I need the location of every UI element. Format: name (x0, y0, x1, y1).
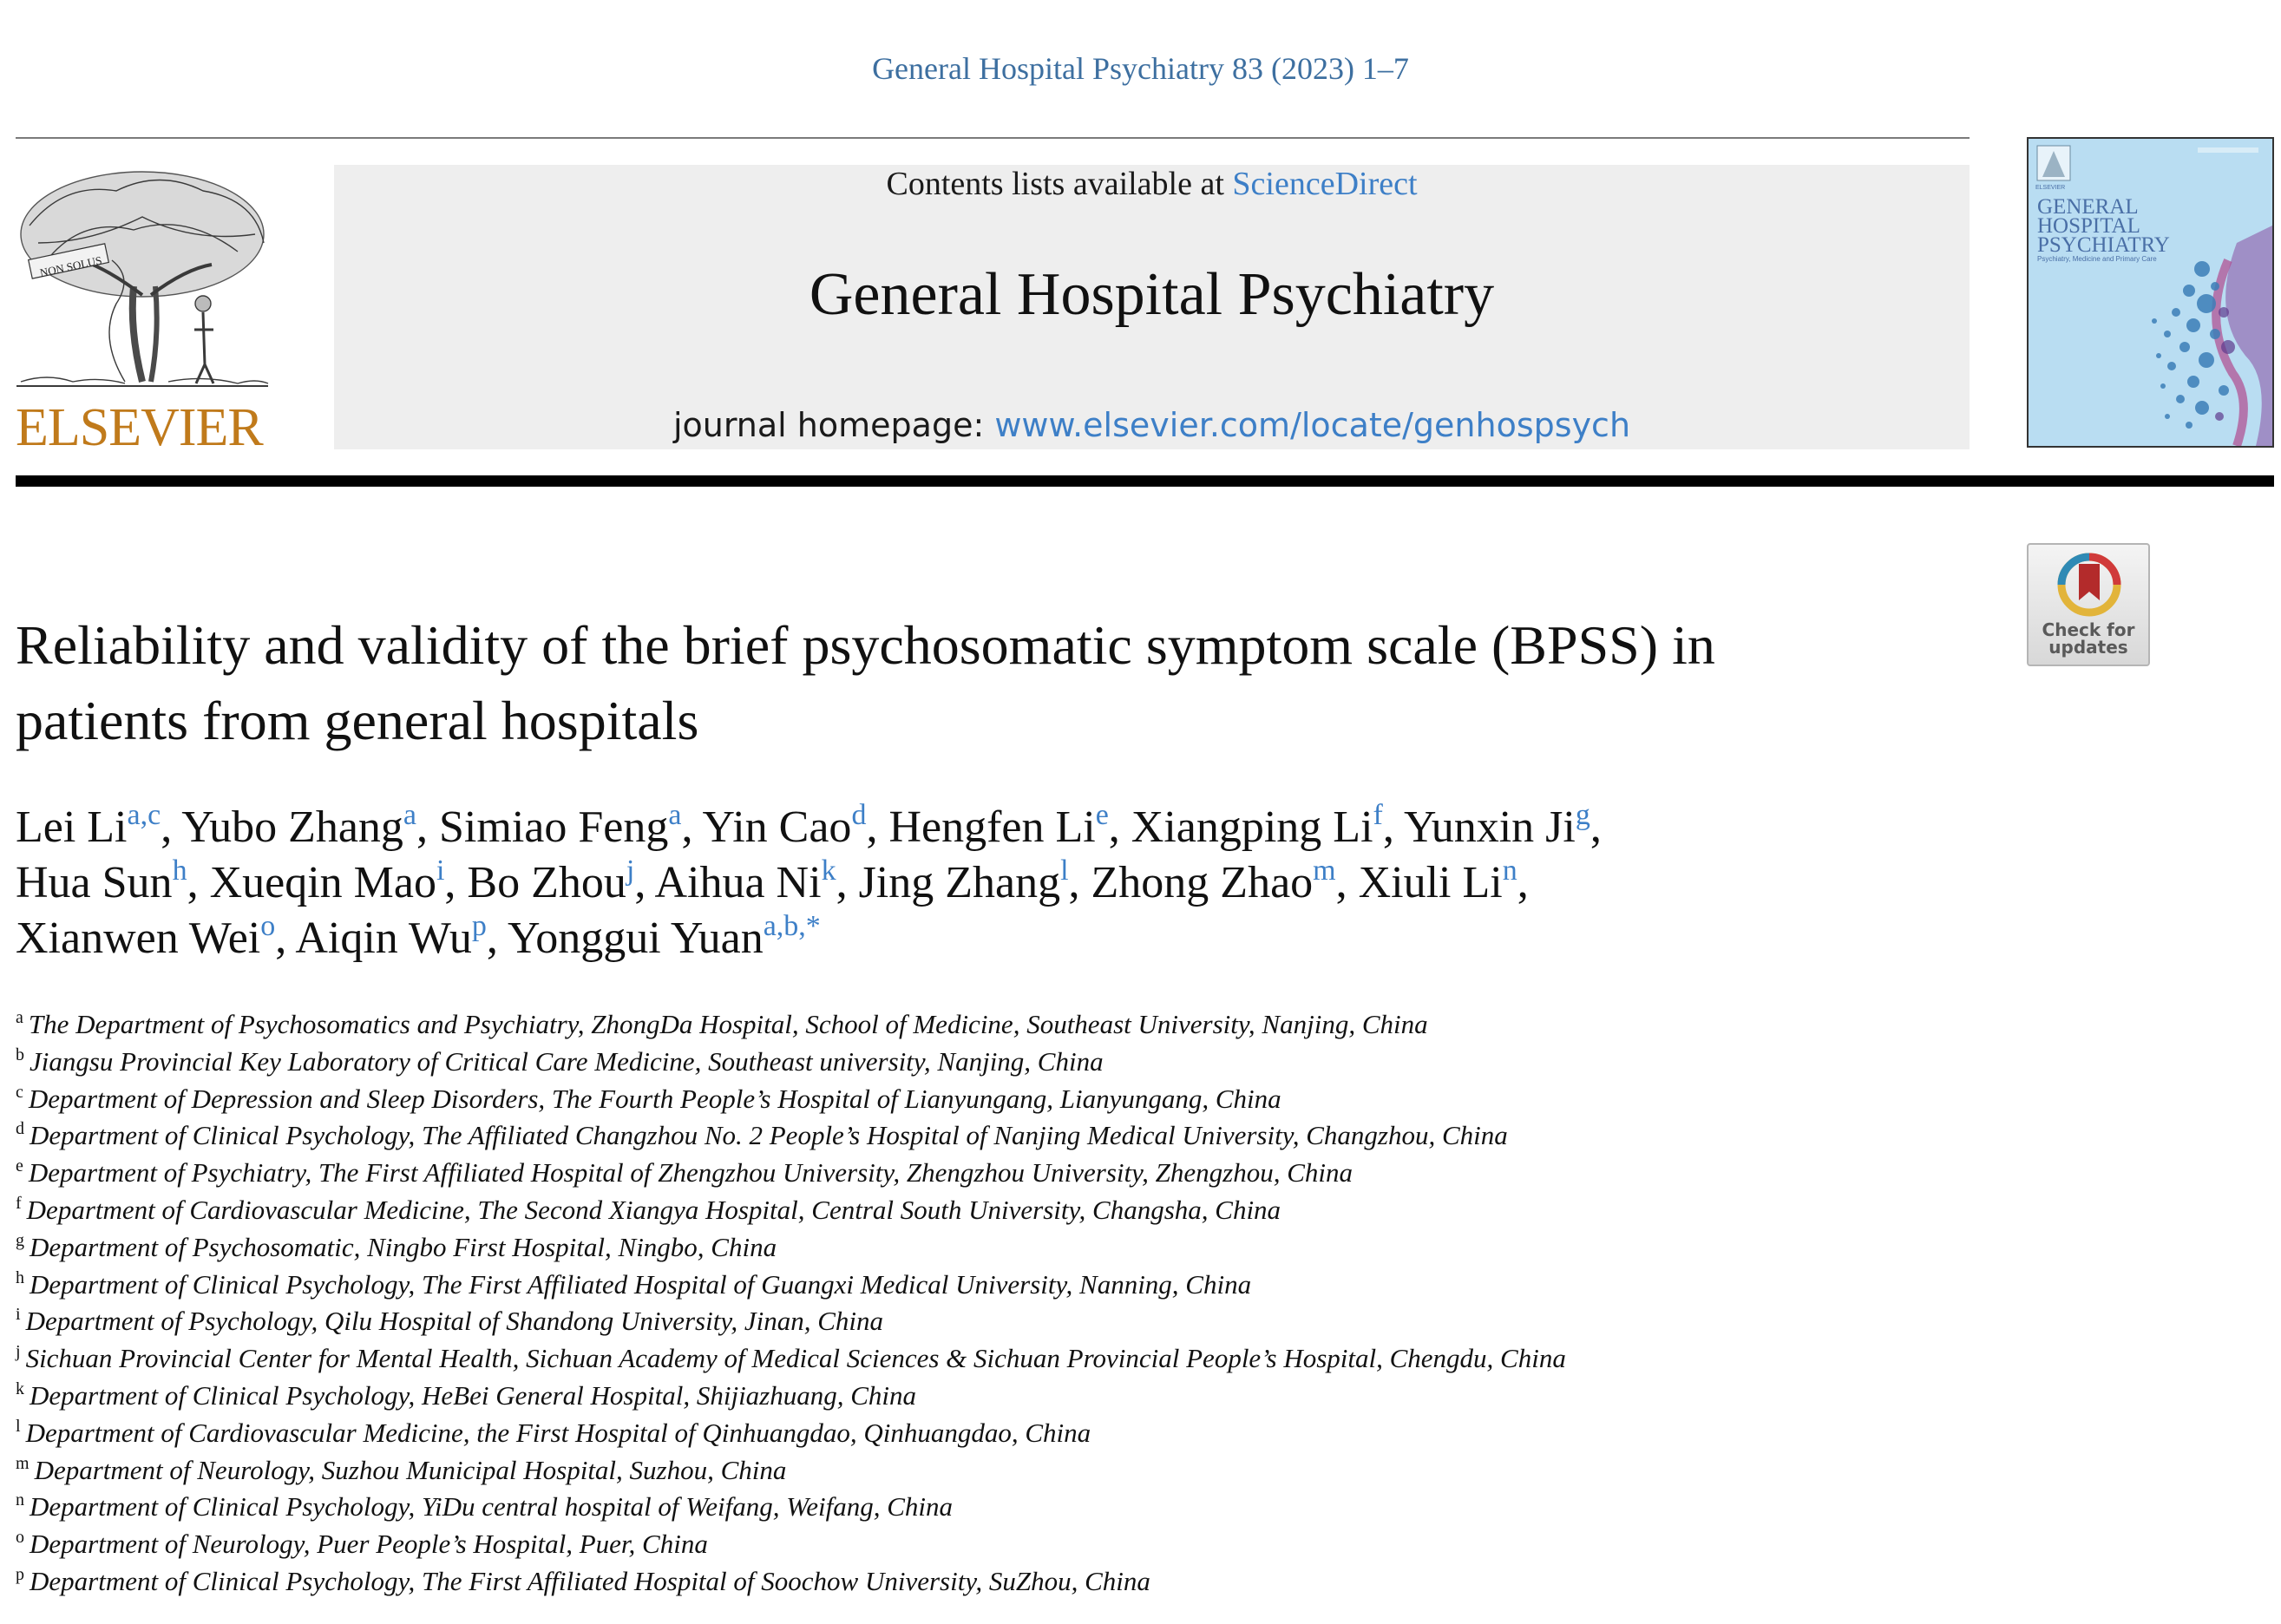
author-name[interactable]: Aiqin Wu (295, 914, 472, 963)
author-affiliation-link[interactable]: d (851, 799, 867, 831)
author-separator: , (486, 914, 508, 963)
affiliation-text: Department of Clinical Psychology, The First Affiliated Hospital of Soochow University, SuZhou, China (29, 1565, 1150, 1596)
author-affiliation-link[interactable]: l (1060, 855, 1069, 887)
author-separator: , (1335, 858, 1359, 907)
svg-text:ELSEVIER: ELSEVIER (2035, 185, 2066, 191)
affiliation-item (16, 1117, 1968, 1155)
affiliation-text: Department of Depression and Sleep Disorders, The Fourth People’s Hospital of Lianyungang, Lianyungang, China (28, 1083, 1281, 1114)
author-separator: , (275, 914, 296, 963)
author-separator: , (1589, 802, 1602, 852)
author-affiliation-link[interactable]: a (403, 799, 417, 831)
affiliation-text: Department of Neurology, Suzhou Municipal Hospital, Suzhou, China (34, 1454, 787, 1485)
author-name[interactable]: Zhong Zhao (1091, 858, 1314, 907)
contents-availability (334, 165, 1970, 203)
author-separator: , (634, 858, 655, 907)
check-updates-line: updates (2048, 637, 2128, 658)
author-separator: , (681, 802, 703, 852)
affiliation-text: Sichuan Provincial Center for Mental Health, Sichuan Academy of Medical Sciences & Sichuan Provincial People’s Hospital, Chengdu, China (25, 1343, 1566, 1374)
author-name[interactable]: Hua Sun (16, 858, 173, 907)
author-line (16, 911, 1968, 966)
author-name[interactable]: Yin Cao (702, 802, 852, 852)
author-affiliation-link[interactable]: a (668, 799, 682, 831)
author-line (16, 855, 1968, 911)
author-name[interactable]: Xiangping Li (1131, 802, 1373, 852)
affiliation-key: l (16, 1416, 21, 1436)
affiliation-item (16, 1452, 1968, 1490)
author-affiliation-link[interactable]: p (471, 910, 487, 942)
affiliation-key: b (16, 1044, 24, 1064)
affiliation-text: Department of Clinical Psychology, The Affiliated Changzhou No. 2 People’s Hospital of Nanjing Medical University, Changzhou, China (29, 1120, 1508, 1151)
masthead-divider (16, 475, 2274, 487)
cover-subtitle: Psychiatry, Medicine and Primary Care (2037, 255, 2157, 263)
journal-homepage (334, 406, 1970, 444)
affiliation-key: j (16, 1342, 21, 1362)
affiliation-list (16, 1006, 1968, 1601)
article-title-line: Reliability and validity of the brief psychosomatic symptom scale (BPSS) in (16, 614, 1715, 676)
affiliation-text: Department of Neurology, Puer People’s Hospital, Puer, China (29, 1529, 708, 1560)
affiliation-text: Department of Psychosomatic, Ningbo First Hospital, Ningbo, China (29, 1231, 777, 1262)
author-list (16, 800, 1968, 966)
check-updates-line: Check for (2042, 619, 2135, 640)
check-for-updates-label (2029, 621, 2148, 656)
author-separator: , (1108, 802, 1131, 852)
publisher-logo[interactable] (12, 165, 281, 457)
elsevier-wordmark: ELSEVIER (16, 398, 263, 457)
author-name[interactable]: Xianwen Wei (16, 914, 261, 963)
cover-title-line: GENERAL (2037, 195, 2139, 219)
affiliation-key: i (16, 1305, 21, 1325)
author-separator: , (1382, 802, 1404, 852)
affiliation-item (16, 1303, 1968, 1340)
affiliation-key: o (16, 1528, 24, 1548)
homepage-link[interactable]: www.elsevier.com/locate/genhospsych (994, 406, 1631, 444)
header-divider (16, 137, 1970, 139)
affiliation-item (16, 1340, 1968, 1378)
check-for-updates-icon (2056, 552, 2122, 618)
affiliation-key: e (16, 1156, 23, 1176)
author-affiliation-link[interactable]: f (1373, 799, 1383, 831)
author-name[interactable]: Lei Li (16, 802, 128, 852)
author-separator: , (866, 802, 889, 852)
author-name[interactable]: Jing Zhang (858, 858, 1061, 907)
author-affiliation-link[interactable]: i (436, 855, 445, 887)
author-affiliation-link[interactable]: a,b,* (763, 910, 821, 942)
article-title-line: patients from general hospitals (16, 690, 699, 751)
affiliation-item (16, 1155, 1968, 1192)
affiliation-item (16, 1489, 1968, 1526)
affiliation-text: Jiangsu Provincial Key Laboratory of Critical Care Medicine, Southeast university, Nanjing, China (29, 1045, 1104, 1077)
journal-citation[interactable]: General Hospital Psychiatry 83 (2023) 1–7 (872, 51, 1409, 86)
author-name[interactable]: Xiuli Li (1358, 858, 1503, 907)
affiliation-text: Department of Psychiatry, The First Affiliated Hospital of Zhengzhou University, Zhengzhou University, Zhengzhou, China (28, 1157, 1354, 1189)
author-affiliation-link[interactable]: h (172, 855, 187, 887)
affiliation-text: Department of Cardiovascular Medicine, the First Hospital of Qinhuangdao, Qinhuangdao, China (25, 1417, 1091, 1448)
check-for-updates-button[interactable] (2027, 543, 2150, 666)
article-title (16, 607, 2002, 758)
cover-title (2037, 195, 2263, 257)
affiliation-text: Department of Cardiovascular Medicine, The Second Xiangya Hospital, Central South University, Changsha, China (26, 1194, 1281, 1225)
author-affiliation-link[interactable]: o (260, 910, 276, 942)
author-name[interactable]: Simiao Feng (439, 802, 669, 852)
svg-text:NON SOLUS: NON SOLUS (38, 253, 103, 279)
affiliation-item (16, 1081, 1968, 1118)
affiliation-text: Department of Clinical Psychology, HeBei General Hospital, Shijiazhuang, China (29, 1379, 917, 1411)
affiliation-item (16, 1563, 1968, 1601)
affiliation-key: c (16, 1082, 23, 1102)
affiliation-key: k (16, 1378, 24, 1398)
affiliation-key: f (16, 1193, 22, 1213)
affiliation-key: d (16, 1119, 24, 1139)
affiliation-item (16, 1378, 1968, 1415)
sciencedirect-link[interactable]: ScienceDirect (1232, 166, 1418, 202)
affiliation-key: a (16, 1008, 23, 1027)
affiliation-item (16, 1192, 1968, 1229)
author-name[interactable]: Xueqin Mao (209, 858, 436, 907)
affiliation-item (16, 1526, 1968, 1563)
affiliation-text: Department of Clinical Psychology, The First Affiliated Hospital of Guangxi Medical University, Nanning, China (29, 1268, 1252, 1300)
author-line (16, 800, 1968, 855)
author-name[interactable]: Bo Zhou (467, 858, 626, 907)
affiliation-key: m (16, 1453, 29, 1473)
cover-title-line: PSYCHIATRY (2037, 233, 2170, 257)
affiliation-item (16, 1415, 1968, 1452)
affiliation-key: g (16, 1230, 24, 1250)
homepage-prefix: journal homepage: (672, 406, 995, 444)
author-separator: , (1517, 858, 1529, 907)
contents-prefix: Contents lists available at (886, 166, 1233, 202)
affiliation-text: Department of Clinical Psychology, YiDu central hospital of Weifang, Weifang, China (29, 1491, 953, 1522)
author-name[interactable]: Hengfen Li (888, 802, 1096, 852)
author-separator: , (187, 858, 210, 907)
affiliation-item (16, 1267, 1968, 1304)
journal-masthead (334, 165, 1970, 449)
journal-cover-thumbnail[interactable] (2027, 137, 2274, 448)
affiliation-key: h (16, 1267, 24, 1287)
affiliation-key: n (16, 1490, 24, 1510)
affiliation-key: p (16, 1564, 24, 1584)
affiliation-text: Department of Psychology, Qilu Hospital of Shandong University, Jinan, China (25, 1306, 884, 1337)
author-separator: , (161, 802, 182, 852)
author-affiliation-link[interactable]: n (1502, 855, 1517, 887)
author-separator: , (1068, 858, 1091, 907)
affiliation-item (16, 1229, 1968, 1267)
author-name[interactable]: Yunxin Ji (1403, 802, 1576, 852)
author-separator: , (444, 858, 468, 907)
journal-name[interactable]: General Hospital Psychiatry (809, 261, 1495, 328)
author-affiliation-link[interactable]: g (1575, 799, 1590, 831)
author-name[interactable]: Yonggui Yuan (507, 914, 764, 963)
author-separator: , (416, 802, 440, 852)
author-affiliation-link[interactable]: k (821, 855, 836, 887)
affiliation-item (16, 1044, 1968, 1081)
author-affiliation-link[interactable]: e (1095, 799, 1109, 831)
affiliation-item (16, 1006, 1968, 1044)
cover-artwork-icon (2029, 139, 2272, 446)
author-affiliation-link[interactable]: j (626, 855, 635, 887)
author-affiliation-link[interactable]: a,c (127, 799, 161, 831)
author-name[interactable]: Aihua Ni (654, 858, 822, 907)
cover-title-line: HOSPITAL (2037, 214, 2140, 238)
author-name[interactable]: Yubo Zhang (181, 802, 403, 852)
author-affiliation-link[interactable]: m (1313, 855, 1336, 887)
elsevier-tree-icon (12, 165, 272, 395)
affiliation-text: The Department of Psychosomatics and Psychiatry, ZhongDa Hospital, School of Medicine, Southeast University, Nanjing, China (28, 1009, 1428, 1039)
author-separator: , (836, 858, 859, 907)
